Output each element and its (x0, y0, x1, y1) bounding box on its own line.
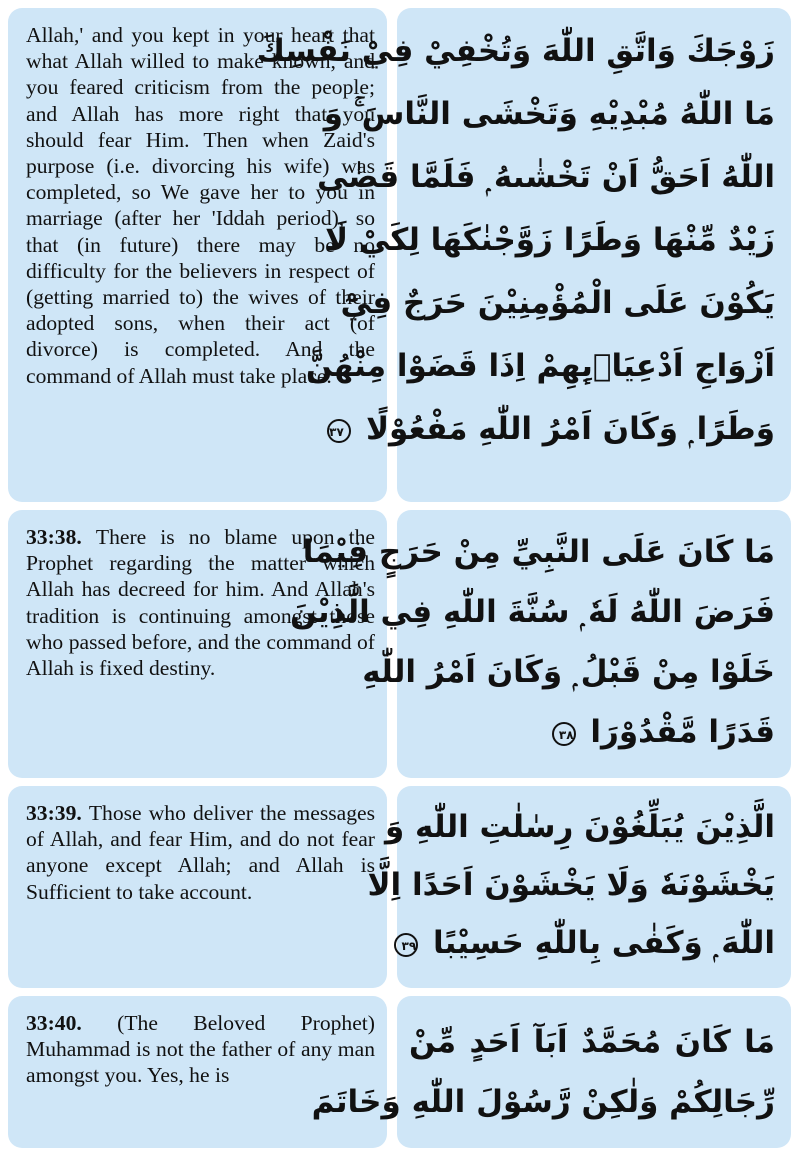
arabic-line-text: وَطَرًا ۭ وَكَانَ اَمْرُ اللّٰهِ مَفْعُوْلًا (365, 411, 775, 447)
arabic-line: زَوْجَكَ وَاتَّقِ اللّٰهَ وَتُخْفِيْ فِيْ نَفْسِكَ (256, 33, 775, 69)
arabic-line: اللّٰهُ اَحَقُّ اَنْ تَخْشٰىهُ ۭ فَلَمَّا قَضٰى (317, 159, 775, 195)
arabic-text-cell (367, 786, 791, 988)
verse-row (8, 786, 791, 988)
arabic-line: خَلَوْا مِنْ قَبْلُ ۭ وَكَانَ اَمْرُ اللّٰهِ (362, 654, 775, 690)
english-translation-cell (8, 786, 387, 988)
verse-number: 33:38. (26, 525, 96, 549)
verse-row (8, 8, 791, 502)
verse-number: 33:40. (26, 1011, 118, 1035)
verse-row (8, 996, 791, 1148)
arabic-line: زَيْدٌ مِّنْهَا وَطَرًا زَوَّجْنٰكَهَا لِكَيْ لَا (324, 222, 775, 258)
arabic-line: الَّذِيْنَ يُبَلِّغُوْنَ رِسٰلٰتِ اللّٰهِ وَ (384, 809, 775, 845)
arabic-line (401, 914, 775, 972)
verse-number: 33:39. (26, 801, 89, 825)
arabic-text-cell (311, 996, 791, 1148)
ayah-end-marker-icon: ٣٨ (552, 722, 576, 746)
arabic-line: مَا كَانَ مُحَمَّدٌ اَبَآ اَحَدٍ مِّنْ (409, 1024, 775, 1060)
arabic-line-text: اللّٰهَ ۭ وَكَفٰى بِاللّٰهِ حَسِيْبًا (432, 925, 775, 961)
arabic-line: يَكُوْنَ عَلَى الْمُؤْمِنِيْنَ حَرَجٌ فِيْٓ (340, 285, 775, 321)
arabic-text-cell (290, 510, 791, 778)
arabic-text-cell (256, 8, 791, 502)
english-text: (The Beloved Prophet) Muhammad is not the father of any man amongst you. Yes, he is (26, 1011, 375, 1088)
arabic-line: يَخْشَوْنَهٗ وَلَا يَخْشَوْنَ اَحَدًا اِلَّا (367, 867, 775, 903)
arabic-line: مَا اللّٰهُ مُبْدِيْهِ وَتَخْشَى النَّاسَ ۚ وَ (323, 96, 775, 132)
english-text: Those who deliver the messages of Allah, and fear Him, and do not fear anyone except Allah; and Allah is Sufficient to take account. (26, 801, 375, 904)
english-text: Allah,' and you kept in your heart that what Allah willed to make known, and you feared criticism from the people; and Allah has more right that you should fear Him. Then when Zaid's purpose (i.e. divorcing his wife) was completed, so We gave her to you in marriage (after her 'Iddah period), so that (in future) there may be no difficulty for the believers in respect of (getting married to) the wives of their adopted sons, when their act (of divorce) is completed. And the command of Allah must take place. (26, 23, 375, 388)
ayah-end-marker-icon: ٣٧ (327, 419, 351, 443)
arabic-line (409, 702, 775, 762)
english-text: There is no blame upon the Prophet regarding the matter which Allah has decreed for him. And Allah's tradition is continuing amongst those who passed before, and the command of Allah is fixed destiny. (26, 525, 375, 681)
arabic-line-text: قَدَرًا مَّقْدُوْرَا (590, 714, 775, 750)
arabic-line: مَا كَانَ عَلَى النَّبِيِّ مِنْ حَرَجٍ فِيْمَا (302, 534, 775, 570)
arabic-line: رِّجَالِكُمْ وَلٰكِنْ رَّسُوْلَ اللّٰهِ وَخَاتَمَ (311, 1084, 775, 1120)
arabic-line (329, 398, 775, 461)
arabic-line: اَزْوَاجِ اَدْعِيَاۗىِٕهِمْ اِذَا قَضَوْا مِنْهُنَّ (305, 348, 775, 384)
verse-row (8, 510, 791, 778)
ayah-end-marker-icon: ٣٩ (394, 933, 418, 957)
arabic-line: فَرَضَ اللّٰهُ لَهٗ ۭ سُنَّةَ اللّٰهِ فِي الَّذِيْنَ (290, 594, 775, 630)
